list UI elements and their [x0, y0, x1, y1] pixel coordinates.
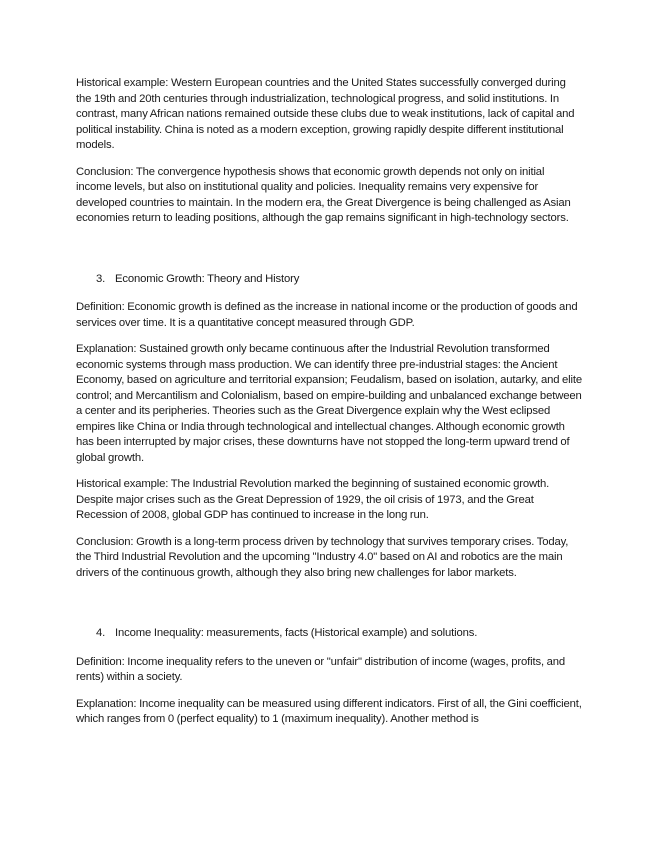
paragraph-explanation-growth: Explanation: Sustained growth only became continuous after the Industrial Revolution transformed economic systems through mass production. We can identify three pre-industrial stages: the Ancient Economy, based on agriculture and territorial expansion; Feudalism, based on isolation, autarky, and elite control; and Mercantilism and Colonialism, based on empire-building and unbalanced exchange between a center and its peripheries. Theories such as the Great Divergence explain why the West eclipsed empires like China or India through technological and intellectual changes. Although economic growth has been interrupted by major crises, these downturns have not stopped the long-term upward trend of global growth. [76, 343, 583, 464]
paragraph-definition-growth: Definition: Economic growth is defined as the increase in national income or the production of goods and services over time. It is a quantitative concept measured through GDP. [76, 301, 578, 329]
section-heading-economic-growth [76, 272, 582, 288]
paragraph-conclusion-growth: Conclusion: Growth is a long-term process driven by technology that survives temporary crises. Today, the Third Industrial Revolution and the upcoming "Industry 4.0" based on AI and robotics are the main drivers of the continuous growth, although they also bring new challenges for labor markets. [76, 535, 569, 579]
paragraph-conclusion-convergence: Conclusion: The convergence hypothesis shows that economic growth depends not only on initial income levels, but also on institutional quality and policies. Inequality remains very expensive for developed countries to maintain. In the modern era, the Great Divergence is being challenged as Asian economies return to leading positions, although the gap remains significant in high-technology sectors. [76, 165, 571, 224]
paragraph-definition-inequality: Definition: Income inequality refers to the uneven or "unfair" distribution of income (wages, profits, and rents) within a society. [76, 655, 566, 683]
spacer [76, 238, 582, 272]
spacer [76, 287, 582, 300]
section-title: Income Inequality: measurements, facts (Historical example) and solutions. [115, 627, 478, 639]
section-number: 4. [96, 627, 106, 639]
spacer [76, 642, 582, 655]
section-title: Economic Growth: Theory and History [115, 272, 300, 285]
section-heading-income-inequality [76, 626, 582, 642]
paragraph-explanation-inequality: Explanation: Income inequality can be measured using different indicators. First of all, the Gini coefficient, which ranges from 0 (perfect equality) to 1 (maximum inequality). Another method is [76, 697, 582, 725]
section-number: 3. [96, 272, 106, 285]
document-page [76, 76, 582, 739]
paragraph-historical-example-growth: Historical example: The Industrial Revolution marked the beginning of sustained economic growth. Despite major crises such as the Great Depression of 1929, the oil crisis of 1973, and the Great Recession of 2008, global GDP has continued to increase in the long run. [76, 478, 550, 521]
spacer [76, 592, 582, 626]
paragraph-historical-example-convergence: Historical example: Western European countries and the United States successfully converged during the 19th and 20th centuries through industrialization, technological progress, and solid institutions. In contrast, many African nations remained outside these clubs due to weak institutions, lack of capital and political instability. China is noted as a modern exception, growing rapidly despite different institutional models. [76, 77, 575, 151]
